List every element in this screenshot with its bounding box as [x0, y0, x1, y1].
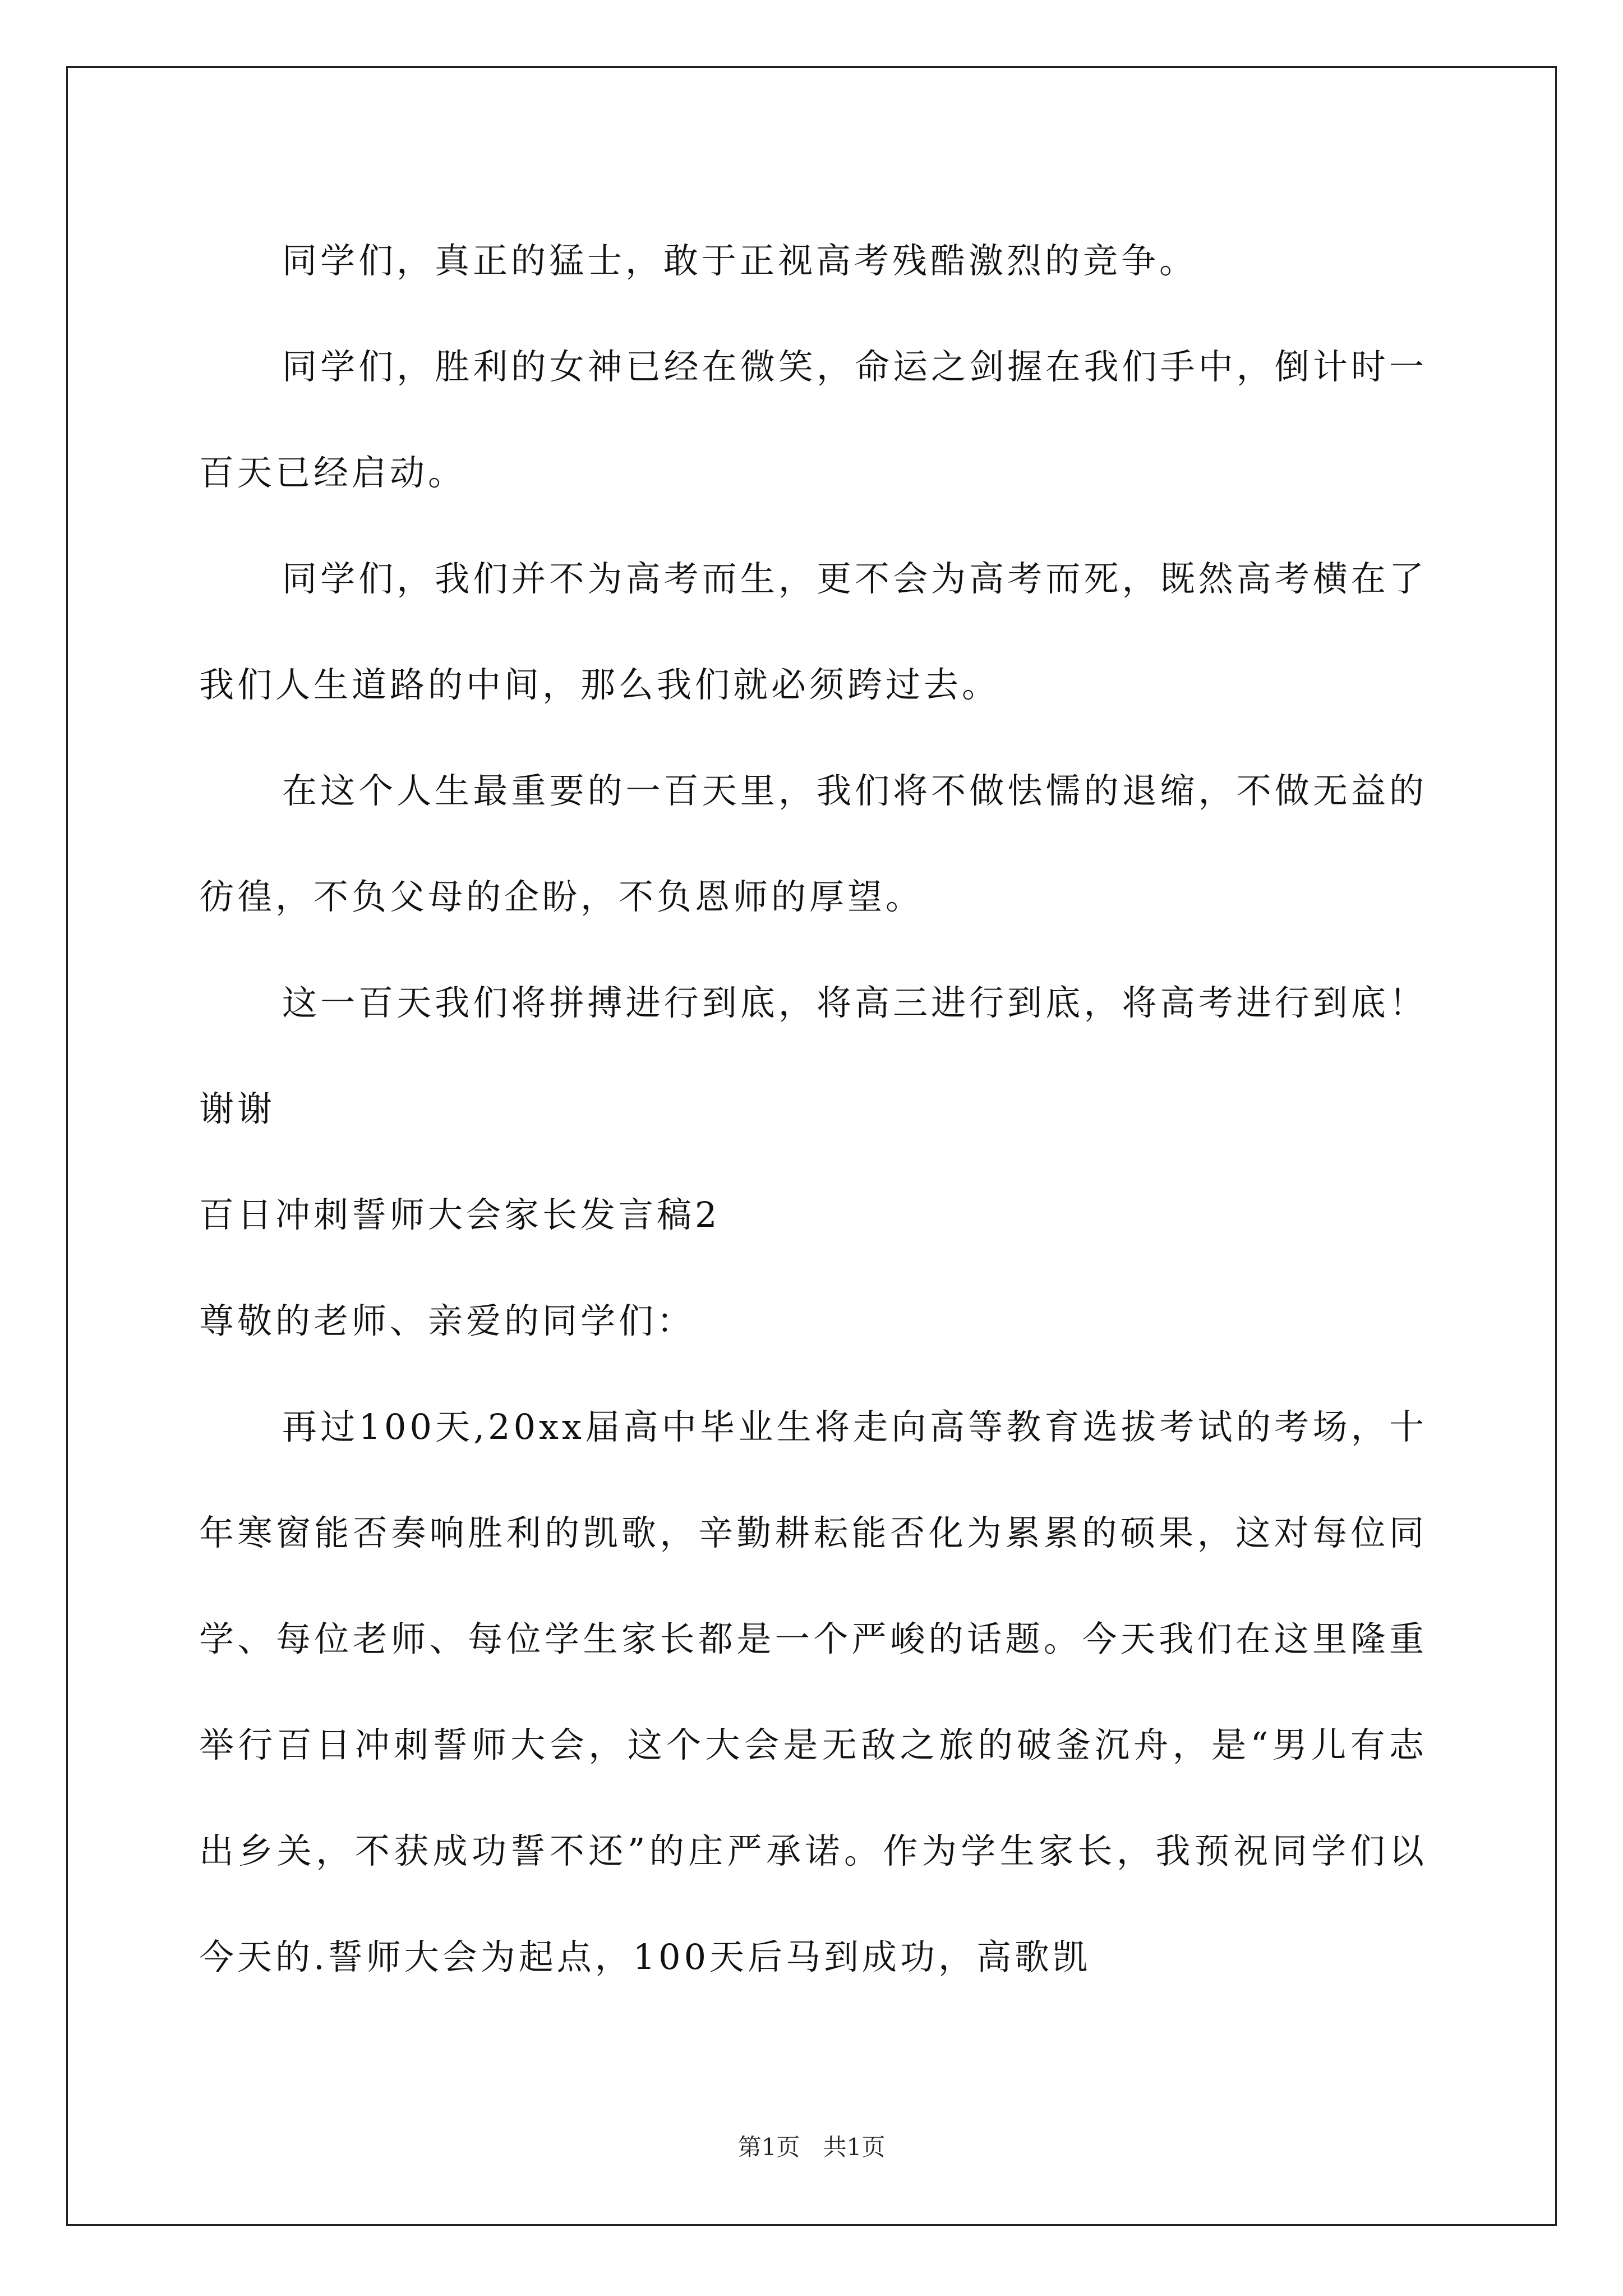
page-number: 第1页: [737, 2133, 800, 2161]
paragraph-1: 同学们，真正的猛士，敢于正视高考残酷激烈的竞争。: [282, 240, 1198, 281]
document-body: [199, 208, 1427, 2010]
page-footer: [0, 2129, 1623, 2162]
paragraph-5: 这一百天我们将拼搏进行到底，将高三进行到底，将高考进行到底！谢谢: [199, 982, 1427, 1129]
page-total: 共1页: [823, 2133, 886, 2161]
paragraph-2: 同学们，胜利的女神已经在微笑，命运之剑握在我们手中，倒计时一百天已经启动。: [199, 346, 1427, 493]
paragraph-4: 在这个人生最重要的一百天里，我们将不做怯懦的退缩，不做无益的彷徨，不负父母的企盼，不负恩师的厚望。: [199, 770, 1427, 917]
salutation: 尊敬的老师、亲爱的同学们：: [199, 1300, 695, 1341]
paragraph-3: 同学们，我们并不为高考而生，更不会为高考而死，既然高考横在了我们人生道路的中间，那么我们就必须跨过去。: [199, 558, 1427, 705]
paragraph-6: 再过100天,20xx届高中毕业生将走向高等教育选拔考试的考场，十年寒窗能否奏响胜利的凯歌，辛勤耕耘能否化为累累的硕果，这对每位同学、每位老师、每位学生家长都是一个严峻的话题。今天我们在这里隆重举行百日冲刺誓师大会，这个大会是无敌之旅的破釜沉舟，是“男儿有志出乡关，不获成功誓不还”的庄严承诺。作为学生家长，我预祝同学们以今天的.誓师大会为起点，100天后马到成功，高歌凯: [199, 1406, 1427, 1977]
section-title: 百日冲刺誓师大会家长发言稿2: [199, 1194, 721, 1235]
